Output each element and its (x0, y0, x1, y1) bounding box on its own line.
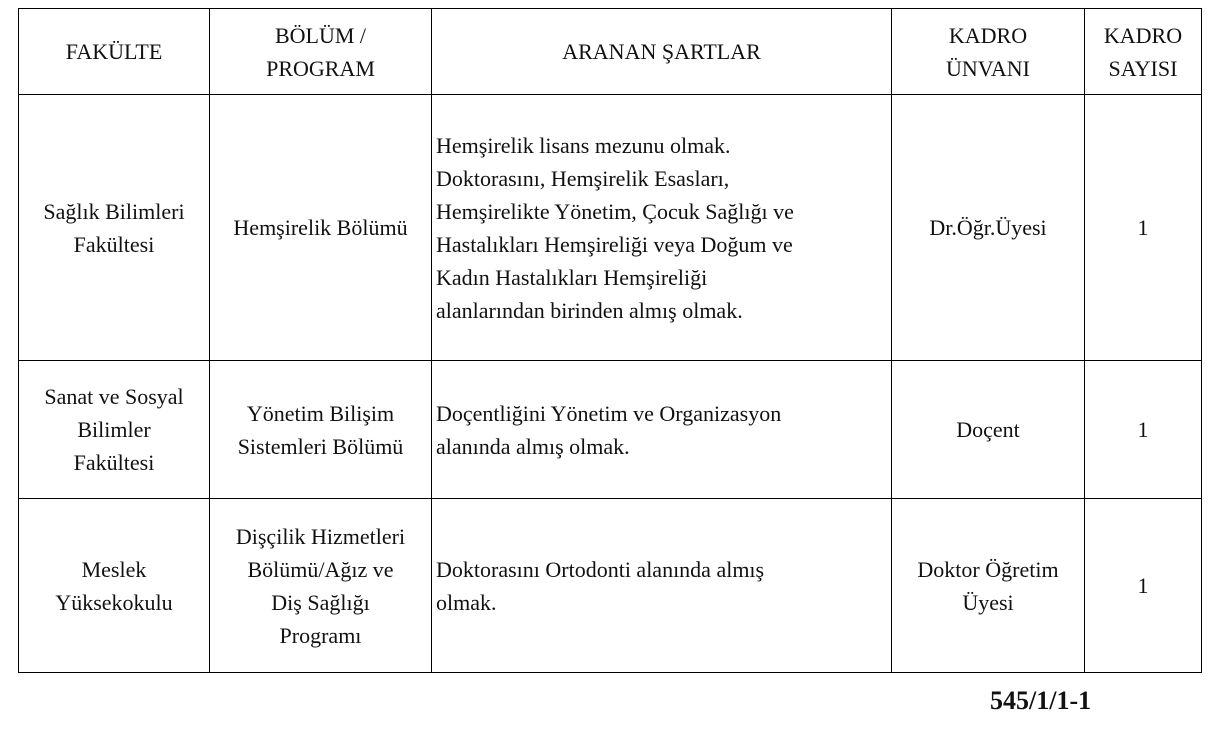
cell-unvan (892, 361, 1085, 499)
cell-line: Sağlık Bilimleri (43, 198, 185, 224)
header-row (19, 9, 1202, 95)
cell-unvan (892, 95, 1085, 361)
header-fakulte-line: FAKÜLTE (65, 39, 163, 64)
reference-number: 545/1/1-1 (990, 686, 1092, 715)
cell-fakulte (19, 499, 210, 673)
cell-line: Programı (279, 622, 362, 648)
cell-line: Dr.Öğr.Üyesi (929, 215, 1047, 240)
cell-line: Kadın Hastalıkları Hemşireliği (436, 264, 708, 290)
cell-line: Diş Sağlığı (271, 589, 370, 615)
cell-line: Üyesi (962, 589, 1014, 615)
cell-line: Dişçilik Hizmetleri (235, 523, 406, 549)
cell-line: Sistemleri Bölümü (237, 433, 404, 459)
table-row (19, 95, 1202, 361)
cell-sayi (1085, 95, 1202, 361)
cell-line: Hastalıkları Hemşireliği veya Doğum ve (436, 231, 793, 257)
cell-bolum (210, 95, 432, 361)
cell-fakulte (19, 361, 210, 499)
position-table (18, 8, 1202, 673)
cell-line: Doçentliğini Yönetim ve Organizasyon (436, 400, 782, 426)
cell-sartlar (432, 499, 892, 673)
cell-unvan (892, 499, 1085, 673)
cell-line: Doçent (956, 417, 1020, 442)
header-sayi-line: SAYISI (1108, 55, 1178, 81)
cell-sartlar (432, 361, 892, 499)
header-bolum (210, 9, 432, 95)
cell-line: Doktorasını Ortodonti alanında almış (436, 556, 765, 582)
header-bolum-line: PROGRAM (266, 55, 375, 81)
table-row (19, 361, 1202, 499)
cell-fakulte (19, 95, 210, 361)
header-sayi (1085, 9, 1202, 95)
cell-line: Hemşirelikte Yönetim, Çocuk Sağlığı ve (436, 198, 794, 224)
cell-line: 1 (1137, 573, 1149, 598)
header-sartlar-line: ARANAN ŞARTLAR (562, 39, 761, 64)
cell-line: Doktor Öğretim (917, 556, 1059, 582)
cell-line: Yüksekokulu (55, 589, 173, 615)
header-sayi-line: KADRO (1103, 22, 1183, 48)
cell-line: olmak. (436, 589, 497, 615)
cell-line: alanında almış olmak. (436, 433, 630, 459)
cell-line: Meslek (81, 556, 147, 582)
cell-line: Bilimler (77, 417, 151, 442)
cell-line: 1 (1137, 417, 1149, 442)
header-unvan-line: KADRO (948, 22, 1028, 48)
header-sartlar (432, 9, 892, 95)
cell-bolum (210, 499, 432, 673)
header-fakulte (19, 9, 210, 95)
cell-line: Doktorasını, Hemşirelik Esasları, (436, 165, 730, 191)
cell-line: 1 (1137, 215, 1149, 240)
cell-sartlar (432, 95, 892, 361)
cell-sayi (1085, 361, 1202, 499)
cell-line: Fakültesi (73, 450, 155, 475)
cell-line: Bölümü/Ağız ve (247, 556, 394, 582)
cell-sayi (1085, 499, 1202, 673)
cell-line: Hemşirelik Bölümü (233, 215, 408, 240)
header-unvan-line: ÜNVANI (946, 55, 1030, 81)
cell-line: Yönetim Bilişim (246, 400, 395, 426)
cell-line: Hemşirelik lisans mezunu olmak. (436, 132, 731, 158)
cell-bolum (210, 361, 432, 499)
cell-line: Sanat ve Sosyal (44, 384, 184, 409)
header-unvan (892, 9, 1085, 95)
table-row (19, 499, 1202, 673)
header-bolum-line: BÖLÜM / (274, 22, 367, 48)
cell-line: alanlarından birinden almış olmak. (436, 297, 743, 323)
cell-line: Fakültesi (73, 231, 155, 257)
